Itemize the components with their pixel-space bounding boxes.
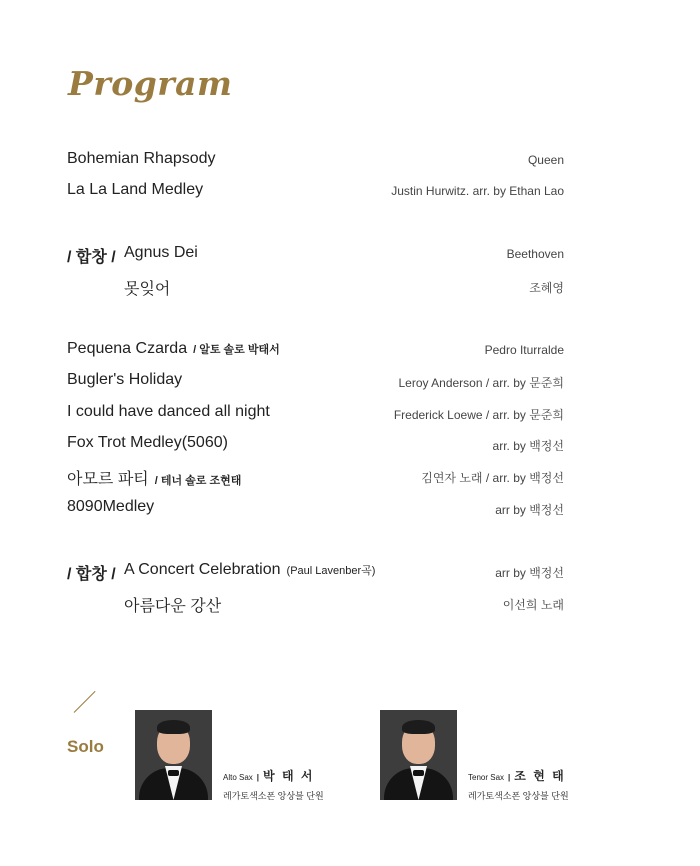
program-item (67, 150, 564, 172)
program-title: Bohemian Rhapsody (67, 150, 216, 167)
caption-separator: | (508, 773, 511, 782)
program-credit: Justin Hurwitz. arr. by Ethan Lao (391, 184, 564, 198)
program-title: Fox Trot Medley(5060) (67, 434, 228, 451)
program-title: 못잊어 (124, 281, 171, 298)
performer-caption (223, 767, 315, 784)
program-title: 아름다운 강산 (124, 598, 222, 615)
caption-separator: | (256, 773, 260, 782)
performer-org: 레가토색소폰 앙상블 단원 (223, 791, 324, 801)
program-credit: arr by 백정선 (495, 566, 564, 580)
performer-instrument: Alto Sax (223, 773, 253, 782)
program-item (67, 498, 564, 520)
performer-photo (380, 710, 457, 800)
program-credit: arr by 백정선 (495, 503, 564, 517)
program-item (67, 276, 564, 298)
choir-tag: / 합창 / (67, 566, 116, 583)
program-title: Agnus Dei (124, 244, 198, 261)
program-title: La La Land Medley (67, 181, 204, 198)
program-credit: Leroy Anderson / arr. by 문준희 (398, 376, 564, 390)
program-item (67, 561, 564, 583)
program-credit: 조혜영 (529, 281, 564, 295)
performer-name: 박 태 서 (263, 769, 315, 783)
program-item (67, 593, 564, 615)
program-item (67, 340, 564, 362)
solo-divider (74, 691, 96, 713)
performer-instrument: Tenor Sax (468, 773, 505, 782)
program-item (67, 466, 564, 488)
program-title: I could have danced all night (67, 403, 270, 420)
program-title: A Concert Celebration (124, 561, 281, 578)
program-title: 8090Medley (67, 498, 155, 515)
program-title: 아모르 파티 (67, 471, 149, 488)
program-note: (Paul Lavenber곡) (286, 565, 376, 577)
performer-org: 레가토색소폰 앙상블 단원 (468, 791, 569, 801)
program-credit: Frederick Loewe / arr. by 문준희 (393, 408, 564, 422)
program-credit: Queen (527, 153, 564, 167)
program-credit: 김연자 노래 / arr. by 백정선 (421, 471, 564, 485)
program-title: Pequena Czarda (67, 340, 188, 357)
program-item (67, 371, 564, 393)
program-item (67, 244, 564, 266)
program-credit: Pedro Iturralde (484, 343, 564, 357)
program-note: / 알토 솔로 박태서 (193, 344, 280, 356)
program-credit: 이선희 노래 (502, 598, 564, 612)
performer-caption (468, 767, 566, 784)
program-item (67, 181, 564, 203)
performer-name: 조 현 태 (514, 769, 566, 783)
program-credit: arr. by 백정선 (492, 439, 564, 453)
performer-photo (135, 710, 212, 800)
program-credit: Beethoven (506, 247, 564, 261)
choir-tag: / 합창 / (67, 249, 116, 266)
program-item (67, 434, 564, 456)
program-note: / 테너 솔로 조현태 (154, 475, 242, 487)
page-title: Program (68, 64, 233, 103)
program-item (67, 403, 564, 425)
solo-label: Solo (67, 737, 104, 756)
program-title: Bugler's Holiday (67, 371, 183, 388)
